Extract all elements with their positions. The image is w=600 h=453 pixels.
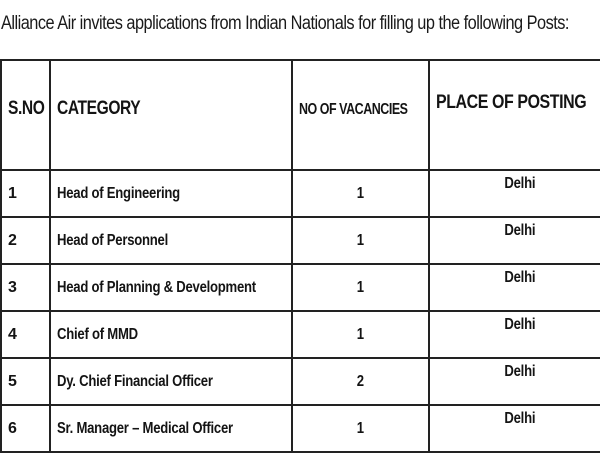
vacancies-value: 1: [356, 278, 365, 296]
sno-value: 6: [8, 419, 17, 437]
cell-vacancies: [292, 217, 429, 264]
vacancies-value: 1: [356, 419, 365, 437]
cell-sno: [1, 264, 50, 311]
cell-vacancies: [292, 358, 429, 405]
sno-value: 4: [8, 325, 17, 343]
vacancies-value: 2: [356, 372, 365, 390]
header-category: [50, 60, 292, 170]
cell-category: [50, 358, 292, 405]
cell-sno: [1, 311, 50, 358]
cell-vacancies: [292, 264, 429, 311]
place-value: Delhi: [504, 175, 536, 192]
sno-value: 1: [8, 184, 17, 202]
header-category-label: CATEGORY: [57, 98, 141, 119]
place-value: Delhi: [504, 363, 536, 380]
cell-place: [429, 170, 600, 217]
cell-sno: [1, 217, 50, 264]
place-value: Delhi: [504, 410, 536, 427]
header-vacancies-label: NO OF VACANCIES: [299, 101, 408, 118]
place-value: Delhi: [504, 269, 536, 286]
intro-text: Alliance Air invites applications from Indian Nationals for filling up the following Posts:: [1, 13, 569, 34]
cell-category: [50, 311, 292, 358]
cell-sno: [1, 405, 50, 452]
cell-place: [429, 405, 600, 452]
vacancies-value: 1: [356, 325, 365, 343]
header-sno: [1, 60, 50, 170]
table-row: [1, 217, 600, 264]
sno-value: 2: [8, 231, 17, 249]
category-value: Dy. Chief Financial Officer: [57, 372, 213, 390]
header-vacancies: [292, 60, 429, 170]
header-sno-label: S.NO: [8, 98, 45, 119]
header-place-label: PLACE OF POSTING: [436, 92, 587, 113]
table-header-row: [1, 60, 600, 170]
cell-sno: [1, 358, 50, 405]
place-value: Delhi: [504, 222, 536, 239]
cell-category: [50, 264, 292, 311]
cell-place: [429, 358, 600, 405]
cell-vacancies: [292, 170, 429, 217]
category-value: Chief of MMD: [57, 325, 138, 343]
sno-value: 3: [8, 278, 17, 296]
header-place: [429, 60, 600, 170]
table-row: [1, 311, 600, 358]
cell-place: [429, 264, 600, 311]
vacancies-value: 1: [356, 184, 365, 202]
cell-category: [50, 405, 292, 452]
table-row: [1, 170, 600, 217]
table-row: [1, 264, 600, 311]
vacancies-value: 1: [356, 231, 365, 249]
cell-place: [429, 217, 600, 264]
cell-category: [50, 170, 292, 217]
cell-vacancies: [292, 405, 429, 452]
cell-vacancies: [292, 311, 429, 358]
sno-value: 5: [8, 372, 17, 390]
category-value: Head of Engineering: [57, 184, 180, 202]
category-value: Sr. Manager – Medical Officer: [57, 419, 233, 437]
category-value: Head of Planning & Development: [57, 278, 256, 296]
cell-sno: [1, 170, 50, 217]
place-value: Delhi: [504, 316, 536, 333]
cell-category: [50, 217, 292, 264]
category-value: Head of Personnel: [57, 231, 169, 249]
cell-place: [429, 311, 600, 358]
table-row: [1, 358, 600, 405]
posts-table: [0, 59, 600, 453]
table-row: [1, 405, 600, 452]
